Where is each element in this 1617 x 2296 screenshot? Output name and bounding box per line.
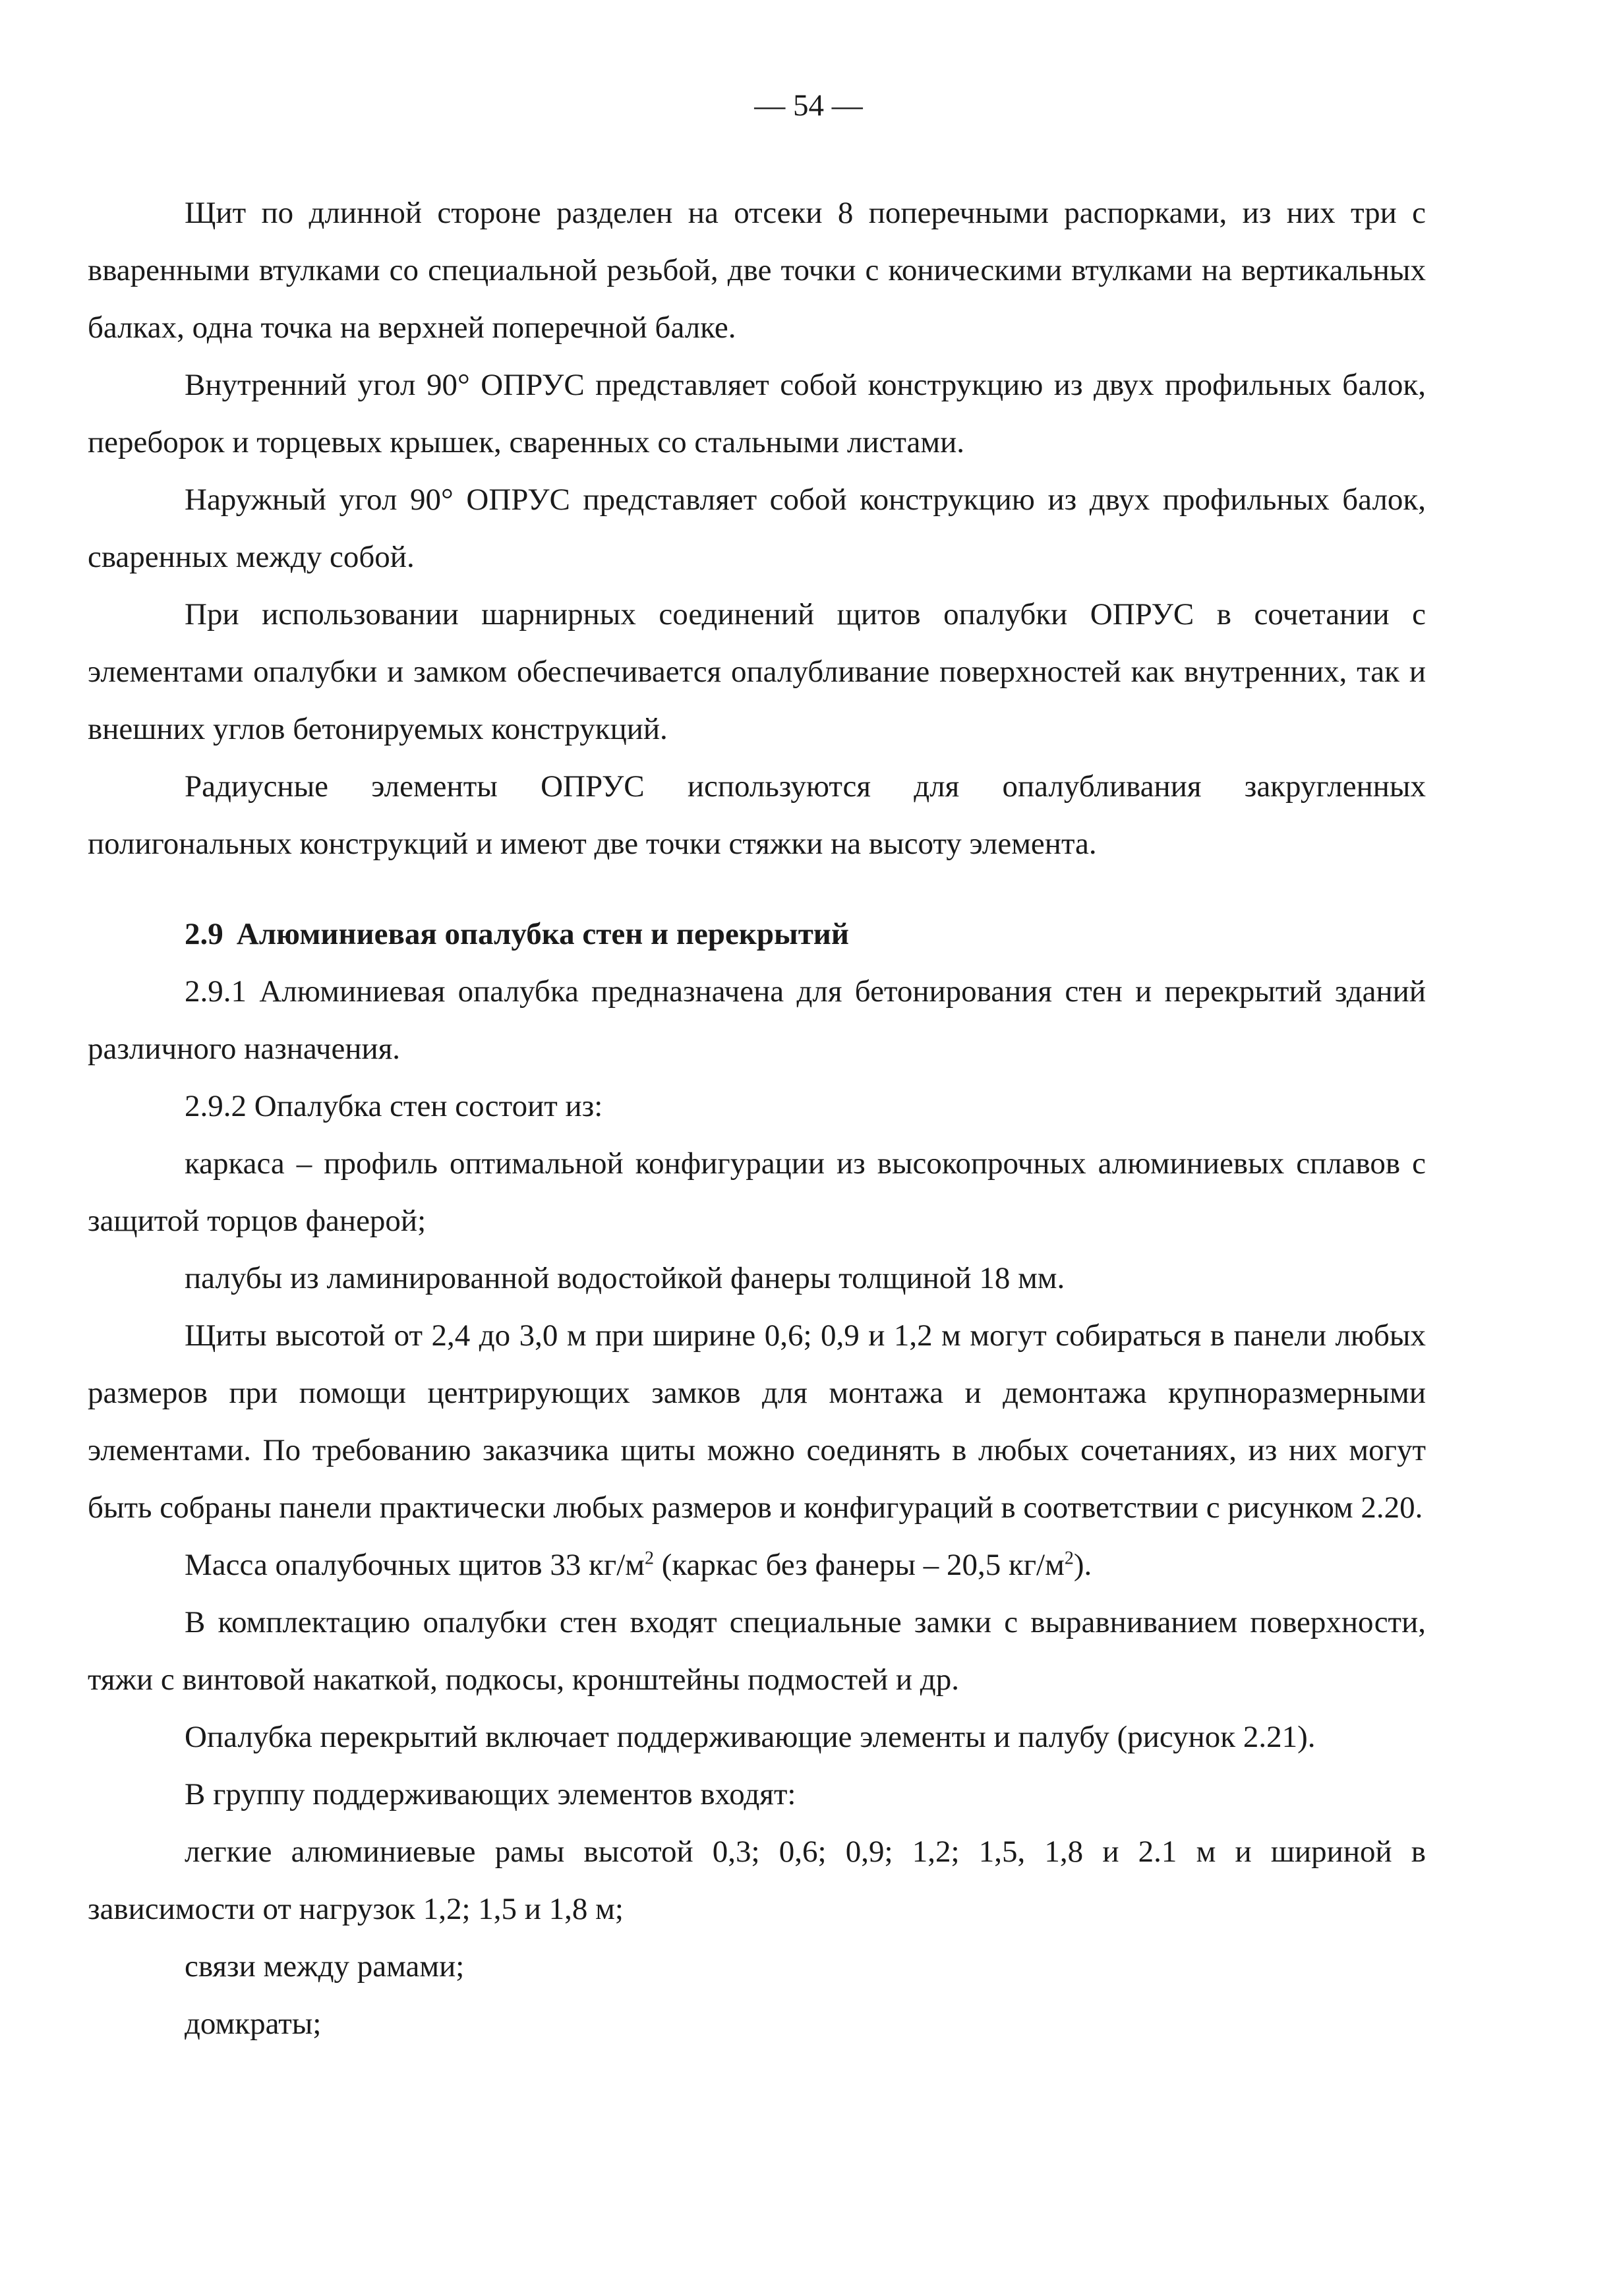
page-number: — 54 — [754, 88, 863, 123]
paragraph: В группу поддерживающих элементов входят: [185, 1777, 796, 1811]
mass-paragraph [88, 1537, 1426, 1594]
paragraph: палубы из ламинированной водостойкой фанеры толщиной 18 мм. [185, 1261, 1065, 1295]
superscript: 2 [645, 1548, 655, 1569]
paragraph: домкраты; [185, 2007, 322, 2041]
paragraph: 2.9.2 Опалубка стен состоит из: [185, 1089, 603, 1123]
section-heading [88, 906, 1426, 963]
paragraph: Наружный угол 90° ОПРУС представляет собой конструкцию из двух профильных балок, сваренных между собой. [88, 483, 1426, 574]
paragraph: связи между рамами; [185, 1949, 465, 1984]
paragraph: Щит по длинной стороне разделен на отсеки 8 поперечными распорками, из них три с вваренными втулками со специальной резьбой, две точки с коническими втулками на вертикальных балках, одна точка на верхней поперечной балке. [88, 196, 1426, 345]
document-body [88, 185, 1426, 2053]
paragraph: Щиты высотой от 2,4 до 3,0 м при ширине 0,6; 0,9 и 1,2 м могут собираться в панели любых размеров при помощи центрирующих замков для монтажа и демонтажа крупноразмерными элементами. По требованию заказчика щиты можно соединять в любых сочетаниях, из них могут быть собраны панели практически любых размеров и конфигураций в соответствии с рисунком 2.20. [88, 1318, 1426, 1525]
paragraph: При использовании шарнирных соединений щитов опалубки ОПРУС в сочетании с элементами опалубки и замком обеспечивается опалубливание поверхностей как внутренних, так и внешних углов бетонируемых конструкций. [88, 597, 1426, 746]
paragraph: легкие алюминиевые рамы высотой 0,3; 0,6; 0,9; 1,2; 1,5, 1,8 и 2.1 м и шириной в зависимости от нагрузок 1,2; 1,5 и 1,8 м; [88, 1835, 1426, 1926]
superscript: 2 [1064, 1548, 1074, 1569]
paragraph: Опалубка перекрытий включает поддерживающие элементы и палубу (рисунок 2.21). [185, 1720, 1316, 1754]
paragraph: Внутренний угол 90° ОПРУС представляет собой конструкцию из двух профильных балок, переборок и торцевых крышек, сваренных со стальными листами. [88, 368, 1426, 459]
mass-middle: (каркас без фанеры – 20,5 кг/м [654, 1548, 1065, 1582]
section-title: Алюминиевая опалубка стен и перекрытий [236, 917, 849, 951]
mass-prefix: Масса опалубочных щитов 33 кг/м [185, 1548, 645, 1582]
mass-suffix: ). [1073, 1548, 1092, 1582]
paragraph: каркаса – профиль оптимальной конфигурации из высокопрочных алюминиевых сплавов с защитой торцов фанерой; [88, 1146, 1426, 1238]
section-number: 2.9 [185, 917, 223, 951]
paragraph: 2.9.1 Алюминиевая опалубка предназначена для бетонирования стен и перекрытий зданий различного назначения. [88, 974, 1426, 1066]
paragraph: Радиусные элементы ОПРУС используются для опалубливания закругленных полигональных конструкций и имеют две точки стяжки на высоту элемента. [88, 769, 1426, 861]
paragraph: В комплектацию опалубки стен входят специальные замки с выравниванием поверхности, тяжи с винтовой накаткой, подкосы, кронштейны подмостей и др. [88, 1605, 1426, 1697]
